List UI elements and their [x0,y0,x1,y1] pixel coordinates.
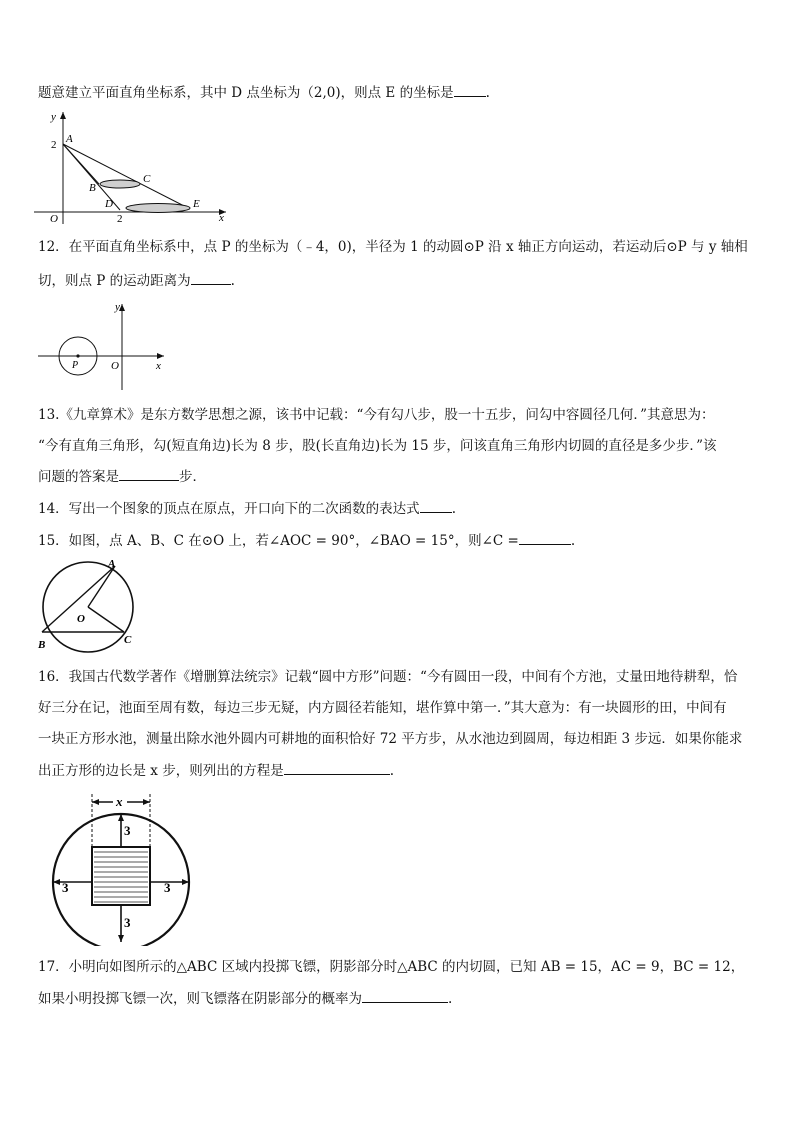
q16-label-x: x [116,794,123,809]
q16-dim-bottom-arrow [118,935,124,942]
q15-label-O: O [77,613,85,625]
q16-square-pond [92,847,150,905]
q15-label-C: C [124,634,132,646]
q11-ellipse-DE [126,204,190,213]
q13-line3-text: 问题的答案是 [38,469,119,485]
q12-line2-text: 切，则点 P 的运动距离为 [38,273,191,289]
q17-end: . [448,991,453,1007]
q12-x-arrow [157,353,164,359]
q11-label-O: O [50,213,58,225]
q16-label-right: 3 [164,880,171,895]
q11-label-A: A [66,133,73,145]
q12-figure [36,298,172,394]
q14-end: . [451,501,456,517]
q16-line2: 好三分在记，池面至周有数，每边三步无疑，内方圆径若能知，堪作算中第一．”其大意为：有一块圆形的田，中间有 [38,700,727,716]
q11-label-D: D [105,198,113,210]
q11-label-y: y [51,111,56,123]
q12-label-y: y [115,301,120,313]
q16-label-bottom: 3 [124,915,131,930]
q15-radius-OC [88,607,124,632]
q11-figure [30,106,240,226]
q11-line-AE [63,144,190,209]
q12-line2 [38,270,235,291]
q15-line1 [38,530,575,551]
q16-line4-text: 出正方形的边长是 x 步，则列出的方程是 [38,763,284,779]
q16-label-left: 3 [62,880,69,895]
q13-line3 [38,466,206,487]
q16-line1: 16．我国古代数学著作《增删算法统宗》记载“圆中方形”问题：“今有圆田一段，中间有个方池，丈量田地待耕犁，恰 [38,669,738,685]
q11-label-x: x [219,212,224,224]
q11-text [38,82,490,103]
q12-end: . [230,273,235,289]
q16-answer-blank[interactable] [284,760,390,775]
q15-line1-text: 15．如图，点 A、B、C 在⊙O 上，若∠AOC = 90°，∠BAO = 15°，则∠C = [38,533,519,549]
q12-label-O: O [111,360,119,372]
q16-line4 [38,760,394,781]
q12-y-arrow [119,304,125,311]
q17-answer-blank[interactable] [362,988,448,1003]
q14-line1 [38,498,456,519]
q15-label-A: A [108,558,116,570]
q11-label-2x: 2 [117,213,123,225]
q16-label-top: 3 [124,823,131,838]
q11-line-AB [63,144,99,184]
q15-figure [32,556,144,654]
q11-label-2y: 2 [51,139,57,151]
q13-line1: 13.《九章算术》是东方数学思想之源，该书中记载：“今有勾八步，股一十五步，问勾中容圆径几何．”其意思为： [38,407,715,423]
q11-end: . [485,85,490,101]
q14-answer-blank[interactable] [420,498,452,513]
q15-label-B: B [38,639,46,651]
q17-line2 [38,988,452,1009]
q13-answer-blank[interactable] [119,466,179,481]
q13-line3-post: 步． [179,469,206,485]
q17-line2-text: 如果小明投掷飞镖一次，则飞镖落在阴影部分的概率为 [38,991,362,1007]
q11-ellipse-BC [100,180,140,188]
q13-line2: “今有直角三角形，勾(短直角边)长为 8 步，股(长直角边)长为 15 步，问该直角三角形内切圆的直径是多少步．”该 [38,438,717,454]
q14-line1-text: 14．写出一个图象的顶点在原点，开口向下的二次函数的表达式 [38,501,420,517]
q11-text-tail: 题意建立平面直角坐标系，其中 D 点坐标为（2,0)，则点 E 的坐标是 [38,85,454,101]
q11-label-E: E [193,198,200,210]
q11-label-B: B [89,182,96,194]
q12-line1: 12．在平面直角坐标系中，点 P 的坐标为（﹣4，0)，半径为 1 的动圆⊙P 沿 x 轴正方向运动，若运动后⊙P 与 y 轴相 [38,239,748,255]
q11-y-arrow [60,112,66,119]
q11-label-C: C [143,173,151,185]
q17-line1: 17．小明向如图所示的△ABC 区域内投掷飞镖，阴影部分时△ABC 的内切圆，已知 AB = 15，AC = 9，BC = 12， [38,959,745,975]
q16-dim-x-arrow-right [143,799,150,805]
q16-end: . [389,763,394,779]
q12-label-x: x [156,360,161,372]
q15-answer-blank[interactable] [519,530,571,545]
q11-answer-blank[interactable] [454,82,486,97]
q12-answer-blank[interactable] [191,270,231,285]
q12-center-P [76,354,79,357]
q16-dim-x-arrow-left [92,799,99,805]
q15-end: . [570,533,576,549]
q16-line3: 一块正方形水池，测量出除水池外圆内可耕地的面积恰好 72 平方步，从水池边到圆周，每边相距 3 步远．如果你能求 [38,731,743,747]
q12-label-P: P [72,360,79,371]
q16-figure [36,786,196,946]
